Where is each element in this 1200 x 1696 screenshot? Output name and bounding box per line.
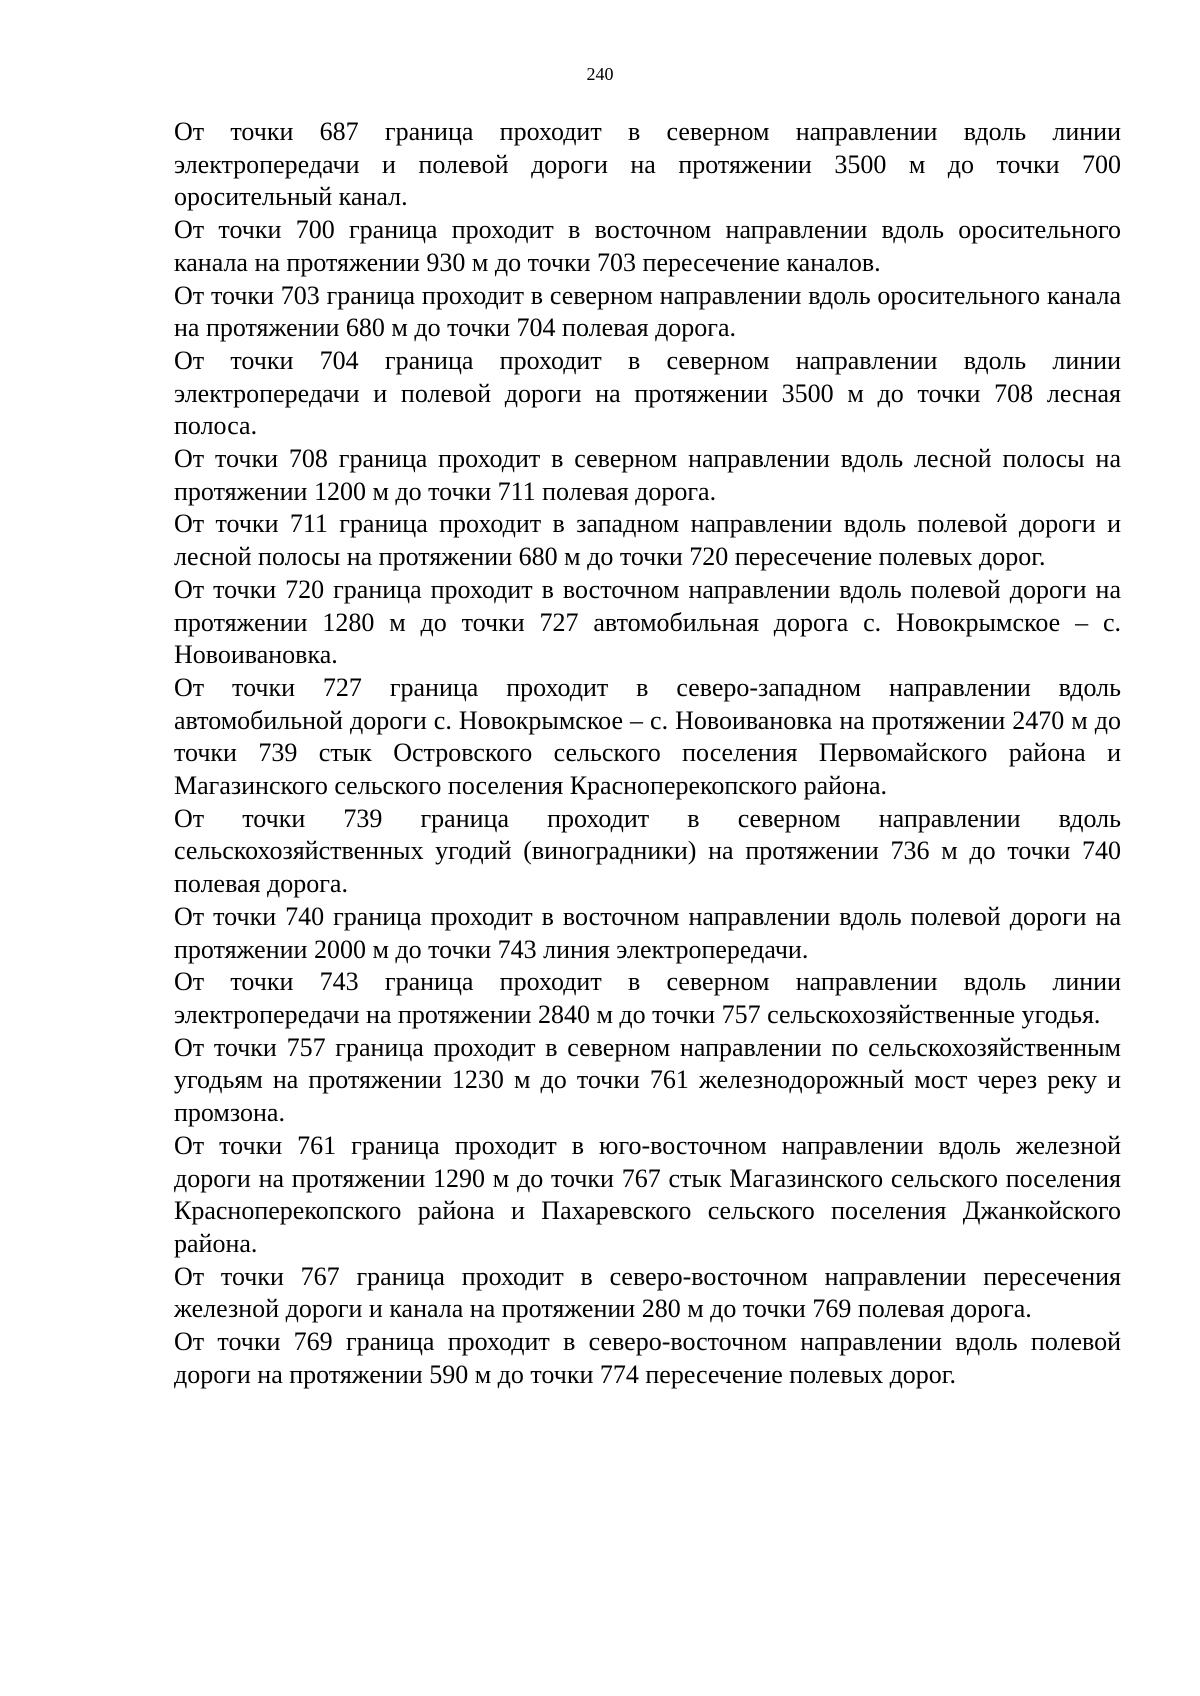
- paragraph-8: От точки 727 граница проходит в северо-западном направлении вдоль автомобильной дороги с. Новокрымское – с. Новоивановка на протяжении 2470 м до точки 739 стык Островского сельского поселения Первомайского района и Магазинского сельского поселения Красноперекопского района.: [174, 672, 1121, 801]
- paragraph-11: От точки 743 граница проходит в северном направлении вдоль линии электропередачи на протяжении 2840 м до точки 757 сельскохозяйственные угодья.: [174, 967, 1121, 1029]
- paragraph-5: От точки 708 граница проходит в северном направлении вдоль лесной полосы на протяжении 1200 м до точки 711 полевая дорога.: [174, 444, 1121, 506]
- paragraph-10: От точки 740 граница проходит в восточном направлении вдоль полевой дороги на протяжении 2000 м до точки 743 линия электропередачи.: [174, 901, 1121, 964]
- paragraph-15: От точки 769 граница проходит в северо-восточном направлении вдоль полевой дороги на протяжении 590 м до точки 774 пересечение полевых дорог.: [174, 1327, 1121, 1389]
- paragraph-12: От точки 757 граница проходит в северном направлении по сельскохозяйственным угодьям на протяжении 1230 м до точки 761 железнодорожный мост через реку и промзона.: [174, 1032, 1121, 1128]
- paragraph-4: От точки 704 граница проходит в северном направлении вдоль линии электропередачи и полевой дороги на протяжении 3500 м до точки 708 лесная полоса.: [174, 345, 1121, 441]
- paragraph-9: От точки 739 граница проходит в северном направлении вдоль сельскохозяйственных угодий (виноградники) на протяжении 736 м до точки 740 полевая дорога.: [174, 803, 1121, 899]
- paragraph-7: От точки 720 граница проходит в восточном направлении вдоль полевой дороги на протяжении 1280 м до точки 727 автомобильная дорога с. Новокрымское – с. Новоивановка.: [174, 574, 1121, 670]
- body-text: [174, 116, 1121, 1391]
- paragraph-14: От точки 767 граница проходит в северо-восточном направлении пересечения железной дороги и канала на протяжении 280 м до точки 769 полевая дорога.: [174, 1261, 1121, 1324]
- paragraph-1: От точки 687 граница проходит в северном направлении вдоль линии электропередачи и полевой дороги на протяжении 3500 м до точки 700 оросительный канал.: [174, 117, 1121, 212]
- paragraph-13: От точки 761 граница проходит в юго-восточном направлении вдоль железной дороги на протяжении 1290 м до точки 767 стык Магазинского сельского поселения Красноперекопского района и Пахаревского сельского поселения Джанкойского района.: [174, 1130, 1121, 1258]
- page-number: 240: [586, 64, 614, 84]
- paragraph-6: От точки 711 граница проходит в западном направлении вдоль полевой дороги и лесной полосы на протяжении 680 м до точки 720 пересечение полевых дорог.: [174, 509, 1121, 572]
- paragraph-2: От точки 700 граница проходит в восточном направлении вдоль оросительного канала на протяжении 930 м до точки 703 пересечение каналов.: [174, 215, 1121, 277]
- paragraph-3: От точки 703 граница проходит в северном направлении вдоль оросительного канала на протяжении 680 м до точки 704 полевая дорога.: [174, 280, 1121, 343]
